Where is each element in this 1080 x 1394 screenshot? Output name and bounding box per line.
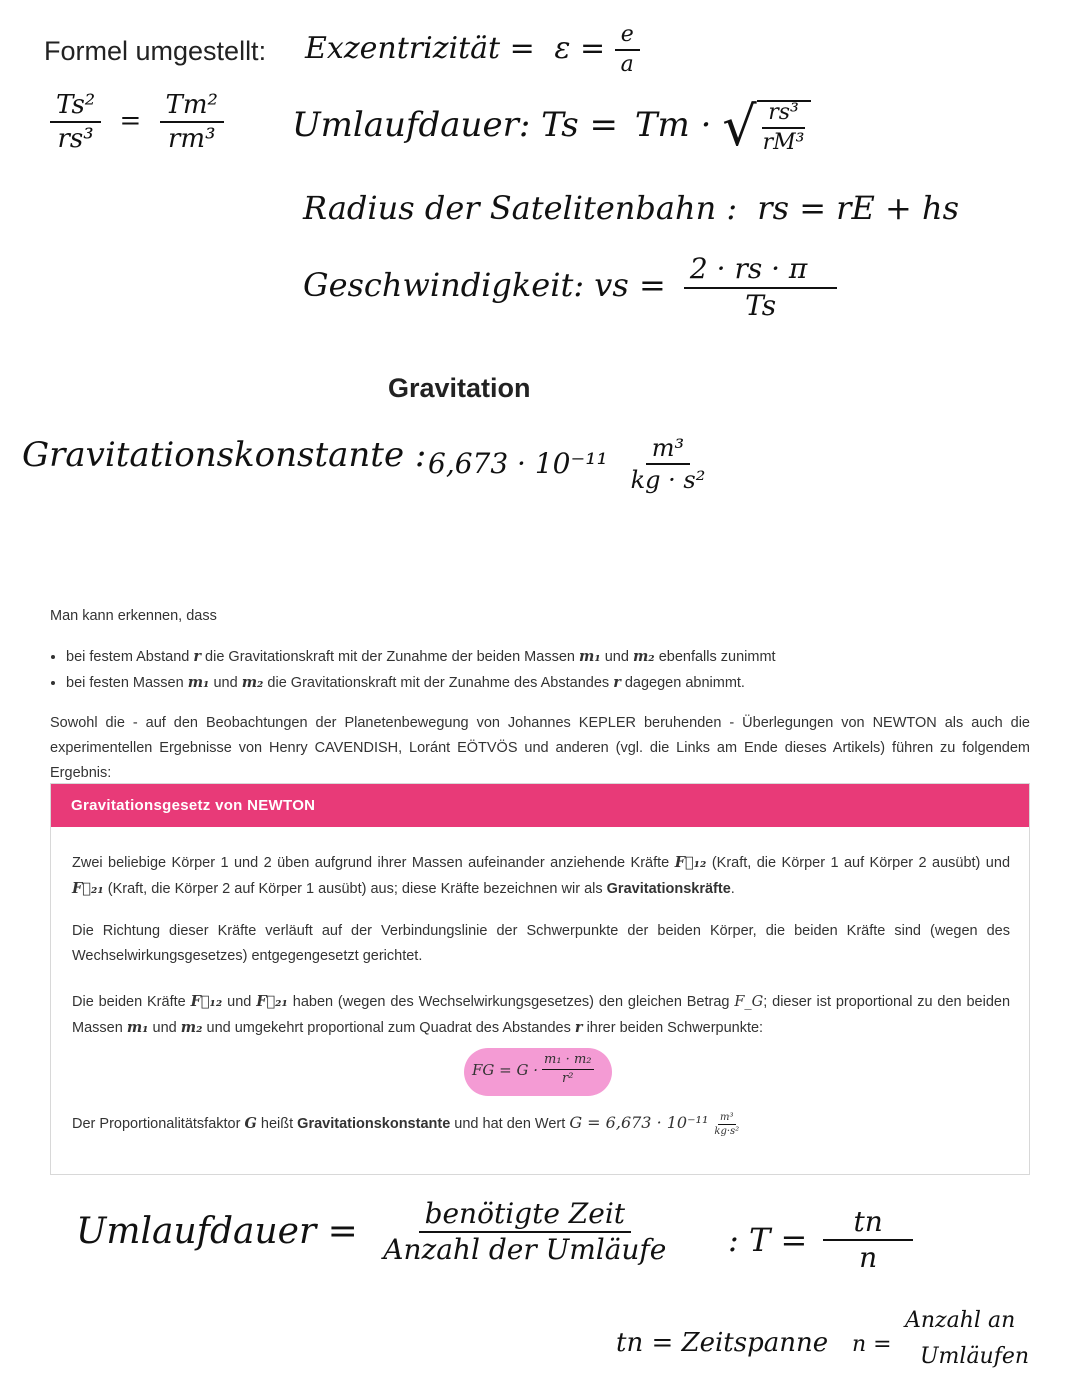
formula-lhs: FG = G ·: [472, 1060, 539, 1079]
gravitation-title: Gravitation: [388, 373, 531, 403]
box-paragraph-3: [72, 989, 1010, 1041]
bullet2-text-d: dagegen abnimmt.: [624, 675, 745, 691]
symbol-r: r: [574, 1019, 583, 1036]
p3-text-g: ihrer beiden Schwerpunkte:: [586, 1020, 764, 1036]
force-f21: F⃗₂₁: [72, 880, 104, 897]
p4-value: G = 6,673 · 10⁻¹¹: [569, 1113, 709, 1132]
symbol-m2: m₂: [632, 648, 655, 665]
kepler-rhs-num: Tm²: [160, 92, 224, 123]
umlaufdauer-definition: [76, 1197, 672, 1266]
box-paragraph-4: [72, 1110, 1010, 1137]
exz-num: e: [615, 24, 640, 51]
geschw-num: 2 · rs · π: [684, 255, 837, 289]
article-paragraph: Sowohl die - auf den Beobachtungen der Planetenbewegung von Johannes KEPLER beruhenden - Überlegungen von NEWTON als auch die experimentellen Ergebnisse von Henry CAVENDISH, Loránt EÖTVÖS und anderen (vgl. die Links am Ende dieses Artikels) führen zu folgendem Ergebnis:: [50, 715, 1030, 781]
umlauf-den: rM³: [762, 130, 805, 155]
gk-unit-fraction: [625, 436, 712, 492]
umlauf-label: Umlaufdauer: Ts =: [292, 105, 619, 145]
bottom-frac-den: Anzahl der Umläufe: [383, 1233, 667, 1266]
n-definition-line1: Anzahl an: [905, 1308, 1016, 1333]
umlauf-fraction: [757, 100, 811, 154]
radius-label: Radius der Satelitenbahn :: [303, 189, 738, 227]
tau-fraction: [823, 1205, 912, 1274]
force-f12: F⃗₁₂: [190, 993, 223, 1010]
box-paragraph-1: [72, 850, 1010, 902]
formula-num: m₁ · m₂: [542, 1052, 593, 1070]
p1-text-b: (Kraft, die Körper 1 auf Körper 2 ausübt) und: [711, 855, 1011, 871]
geschw-label: Geschwindigkeit: vs =: [303, 266, 666, 304]
p1-end: .: [730, 881, 735, 897]
p3-text-b: und: [227, 994, 252, 1010]
newton-formula: [472, 1052, 594, 1087]
formula-den: r²: [562, 1071, 574, 1086]
geschwindigkeit-formula: [303, 252, 837, 322]
colon-tau: : T =: [728, 1221, 808, 1259]
radius-satelitenbahn-formula: [303, 189, 960, 227]
list-item: [66, 644, 776, 670]
symbol-r: r: [193, 648, 201, 665]
geschw-fraction: [684, 252, 837, 322]
kepler-lhs-fraction: [50, 92, 101, 152]
tn-definition: tn = Zeitspanne: [616, 1328, 829, 1358]
symbol-m2: m₂: [180, 1019, 203, 1036]
tau-den: n: [859, 1241, 878, 1274]
box-paragraph-2: Die Richtung dieser Kräfte verläuft auf der Verbindungslinie der Schwerpunkte der beiden Körper, die beiden Kräfte sind (wegen des Wechselwirkungsgesetzes) entgegengesetzt gerichtet.: [72, 923, 1010, 964]
gk-value: 6,673 · 10⁻¹¹: [428, 447, 608, 480]
list-item: [66, 670, 776, 696]
symbol-g: G: [244, 1115, 257, 1132]
gravitationsgesetz-box: [50, 783, 1030, 1175]
p1-bold: Gravitationskräfte: [606, 881, 731, 897]
sqrt-icon: √: [722, 95, 757, 158]
bullet1-text-b: die Gravitationskraft mit der Zunahme der beiden Massen: [205, 649, 575, 665]
kepler-ratio-formula: [50, 92, 224, 152]
radius-formula: rs = rE + hs: [757, 189, 960, 227]
umlauf-num: rs³: [762, 102, 805, 129]
exz-label: Exzentrizität =: [305, 31, 535, 66]
kepler-lhs-den: rs³: [57, 124, 94, 154]
p4-unit-fraction: [712, 1112, 741, 1137]
p4-unit-num: m³: [720, 1111, 734, 1123]
exzentrizitaet-formula: [305, 24, 640, 76]
p4-text-b: heißt: [260, 1116, 294, 1132]
tau-formula: [728, 1205, 913, 1274]
gravitationskonstante-value: [428, 436, 711, 492]
exz-symbol: ε =: [554, 31, 606, 66]
kepler-rhs-fraction: [160, 92, 224, 152]
symbol-m1: m₁: [579, 648, 601, 665]
kepler-equals: =: [119, 106, 142, 136]
bullet1-text-a: bei festem Abstand: [66, 649, 190, 665]
p3-text-f: und umgekehrt proportional zum Quadrat des Abstandes: [206, 1020, 571, 1036]
p1-text-c: (Kraft, die Körper 2 auf Körper 1 ausübt) aus; diese Kräfte bezeichnen wir als: [107, 881, 603, 897]
force-f21: F⃗₂₁: [256, 993, 288, 1010]
symbol-m1: m₁: [187, 674, 210, 691]
formula-fraction: [542, 1052, 593, 1087]
box-title: Gravitationsgesetz von NEWTON: [51, 784, 1029, 827]
p4-text-c: und hat den Wert: [454, 1116, 566, 1132]
gk-unit-num: m³: [646, 436, 690, 465]
bottom-umlauf-label: Umlaufdauer =: [76, 1211, 358, 1252]
exz-den: a: [620, 52, 634, 77]
bullet2-text-c: die Gravitationskraft mit der Zunahme des Abstandes: [267, 675, 610, 691]
geschw-den: Ts: [745, 289, 777, 322]
kepler-rhs-den: rm³: [168, 124, 216, 154]
p1-text-a: Zwei beliebige Körper 1 und 2 üben aufgrund ihrer Massen aufeinander anziehende Kräfte: [72, 855, 670, 871]
umlauf-tm: Tm ·: [634, 105, 712, 145]
p3-text-e: und: [152, 1020, 177, 1036]
bullet1-text-c: und: [604, 649, 629, 665]
p3-text-d: ; dieser ist proportional zu den beiden Massen: [72, 994, 1011, 1036]
symbol-m2: m₂: [241, 674, 264, 691]
p4-bold: Gravitationskonstante: [297, 1116, 451, 1132]
force-fg: F_G: [734, 994, 764, 1010]
formel-umgestellt-label: Formel umgestellt:: [44, 36, 267, 66]
bullet2-text-a: bei festen Massen: [66, 675, 184, 691]
p4-unit-den: kg·s²: [714, 1125, 740, 1137]
p3-text-c: haben (wegen des Wechselwirkungsgesetzes) den gleichen Betrag: [292, 994, 730, 1010]
bottom-umlauf-fraction: [377, 1197, 672, 1266]
n-label: n =: [852, 1332, 892, 1357]
bullet1-text-d: ebenfalls zunimmt: [658, 649, 776, 665]
gk-unit-den: kg · s²: [630, 466, 706, 494]
symbol-r: r: [613, 674, 621, 691]
gravitationskonstante-label: Gravitationskonstante :: [22, 435, 427, 475]
n-definition-line2: Umläufen: [920, 1344, 1030, 1369]
p4-text-a: Der Proportionalitätsfaktor: [72, 1116, 241, 1132]
conclusion-list: [50, 644, 776, 696]
bullet2-text-b: und: [213, 675, 238, 691]
article-intro: Man kann erkennen, dass: [50, 608, 217, 624]
umlaufdauer-formula: [292, 95, 811, 158]
exz-fraction: [615, 24, 640, 76]
tau-num: tn: [823, 1208, 912, 1241]
kepler-lhs-num: Ts²: [50, 92, 101, 123]
bottom-frac-num: benötigte Zeit: [419, 1200, 631, 1233]
p3-text-a: Die beiden Kräfte: [72, 994, 186, 1010]
force-f12: F⃗₁₂: [674, 854, 707, 871]
symbol-m1: m₁: [126, 1019, 149, 1036]
